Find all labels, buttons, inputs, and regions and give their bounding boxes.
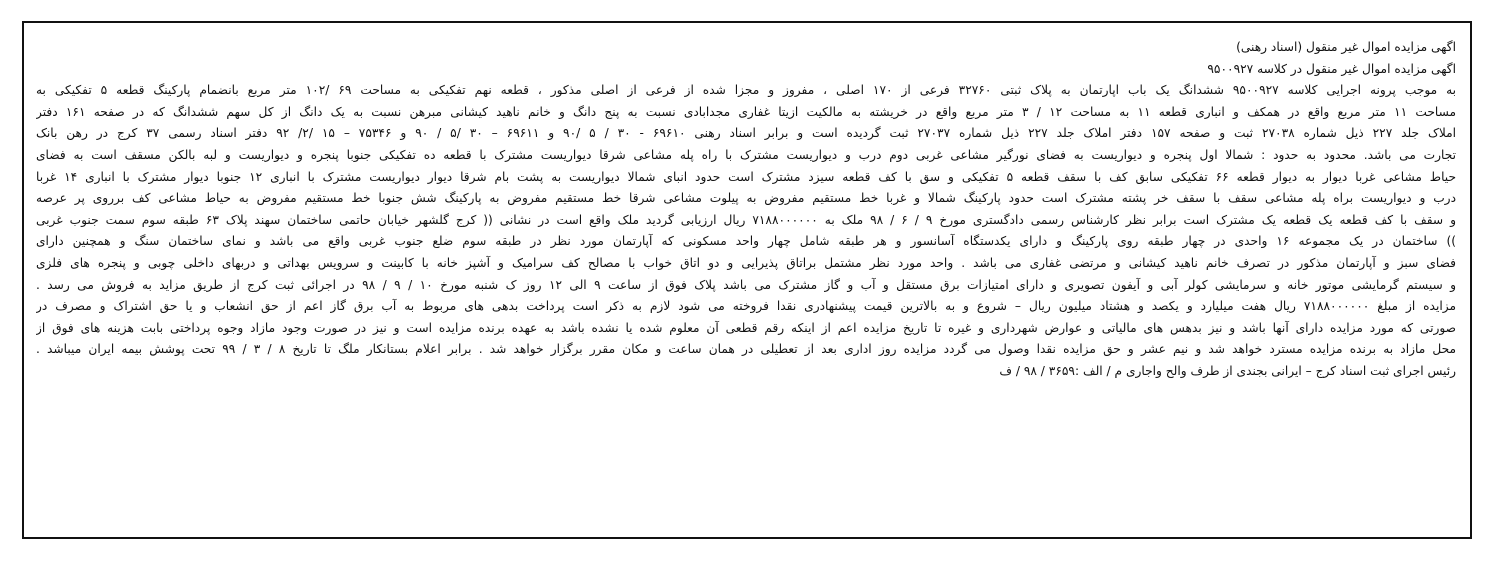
notice-line: فضای سبز و آپارتمان مذکور در تصرف خانم ناهید کیشانی و مرتضی غفاری می باشد . واحد مورد نظر مشتمل براتاق پذیرایی و دو اتاق خواب با مصالح کف سرامیک و آشپز خانه با کابینت و سرویس بهداتی و دربهای داخلی چوبی و پنجره های فلزی bbox=[36, 255, 1456, 270]
notice-heading-2: اگهی مزایده اموال غیر منقول در کلاسه ۹۵۰۰۹۲۷ bbox=[1207, 61, 1456, 76]
notice-line: مزایده از مبلغ ۷۱۸۸۰۰۰۰۰۰ ریال هفت میلیارد و یکصد و هشتاد میلیون ریال – شروع و به بالاترین قیمت پیشنهادری نقدا فروخته می شود لازم به ذکر است پرداخت بدهی های مربوط به آب برق گاز اعم از حق انشعاب و یا حق اشتراک و مصرف در bbox=[36, 299, 1456, 314]
notice-line: محل مازاد به برنده مزایده مسترد خواهد شد و نیم عشر و حق مزایده نقدا وصول می گردد مزایده روز اداری بعد از تعطیلی در همان ساعت و مکان مقرر برگزار خواهد شد . برابر اعلام بستانکار ملگ تا تاریخ ۸ / ۳ / ۹۹ تحت پوشش بیمه ایران میباشد . bbox=[36, 342, 1456, 357]
notice-line: و سیستم گرمایشی موتور خانه و سرمایشی کولر آبی و آیفون تصویری و دارای امتیازات برق مستقل و آب و گاز مشترک می باشد پلاک فوق از ساعت ۹ الی ۱۲ روز ک شنبه مورخ ۱۰ / ۹ / ۹۸ در اجرائی ثبت کرج از طریق مزاید به فروش می رسد . bbox=[36, 277, 1456, 292]
notice-line: )) ساختمان در یک مجموعه ۱۶ واحدی در چهار طبقه روی پارکینگ و دارای یکدستگاه آسانسور و هر طبقه شامل چهار واحد مسکونی که آپارتمان مورد نظر در طبقه سوم ضلع جنوب غربی واقع می باشد و نمای ساختمان سنگ و همچنین دارای bbox=[36, 234, 1456, 249]
notice-line: صورتی که مورد مزایده دارای آنها باشد و نیز بدهس های مالیاتی و عوارض شهرداری و غیره تا تاریخ مزایده اعم از اینکه رقم قطعی آن معلوم شده یا نشده باشد به عهده برنده مزایده است و نیز در صورت وجود مازاد وجوه پرداختی بابت هزینه های فوق از bbox=[36, 320, 1456, 335]
notice-line: به موجب پرونه اجرایی کلاسه ۹۵۰۰۹۲۷ ششدانگ یک باب اپارتمان به پلاک ثبتی ۳۲۷۶۰ فرعی از ۱۷۰ اصلی ، مفروز و مجزا شده از فرعی از اصلی مذکور ، قطعه نهم تفکیکی به مساحت ۶۹ /۱۰۲ متر مربع بانضمام پارکینگ قطعه ۵ تفکیکی به bbox=[36, 83, 1456, 98]
notice-line: درب و دیواریست براه پله مشاعی سقف با سقف خر پشته مشترک است حدود پارکینگ شمالا و غربا خط مستقیم مفروض به پیلوت مشاعی شرقا خط مستقیم مفروض به پارکینگ شش جنوبا خط مستقیم مفروض به حیاط مشاعی کف برروی پر عرصه bbox=[36, 191, 1456, 206]
notice-line: تجارت می باشد. محدود به حدود : شمالا اول پنجره و دیواریست به فضای نورگیر مشاعی غربی دوم درب و دیواریست مشترک با راه پله مشاعی شرقا دیواریست مشترک با قطعه ده تفکیکی جنوبا پنجره و دیواریست و لبه بالکن مسقف است به فضای bbox=[36, 147, 1456, 162]
notice-line: حیاط مشاعی غربا دیوار به دیوار قطعه ۶۶ تفکیکی سابق کف با سقف قطعه ۵ تفکیکی و سق با کف قطعه سیزد مشترک است حدود انبای شمالا دیواریست به پشت بام شرقا دیوار دیواریست مشترک با انباری ۱۲ جنوبا دیوار مشترک با انباری ۱۴ غربا bbox=[36, 169, 1456, 184]
notice-line: و سقف با کف قطعه یک قطعه یک مشترک است برابر نظر کارشناس رسمی دادگستری مورخ ۹ / ۶ / ۹۸ ملک به ۷۱۸۸۰۰۰۰۰۰ ریال ارزیابی گردید ملک واقع است در نشانی (( کرج گلشهر خیابان حاتمی ساختمان سهند پلاک ۶۳ طبقه سوم سمت جنوب غربی bbox=[36, 212, 1456, 227]
notice-line: مساحت ۱۱ متر مربع واقع در همکف و انباری قطعه ۱۱ به مساحت ۱۲ / ۳ متر مربع واقع در خریشته به مالکیت ازیتا غفاری مجدابادی نسبت به پنج دانگ و خانم ناهید کیشانی مبرهن نسبت به یک دانگ از کل سهم ششدانگ که در صفحه ۱۶۱ دفتر bbox=[36, 104, 1456, 119]
notice-signature: رئیس اجرای ثبت اسناد کرج – ایرانی بجندی از طرف والح واجاری م / الف :۳۶۵۹ / ۹۸ / ف bbox=[999, 363, 1456, 378]
notice-frame bbox=[22, 21, 1472, 539]
notice-heading-1: اگهی مزایده اموال غیر منقول (اسناد رهنی) bbox=[1236, 40, 1456, 54]
notice-line: املاک جلد ۲۲۷ ذیل شماره ۲۷۰۳۸ ثبت و صفحه ۱۵۷ دفتر املاک جلد ۲۲۷ ذیل شماره ۲۷۰۳۷ ثبت گردیده است و برابر اسناد رهنی ۶۹۶۱۰ - ۳۰ / ۵ /۹۰ و ۶۹۶۱۱ – ۳۰ /۵ / ۹۰ و ۷۵۳۴۶ – ۱۵ /۲/ ۹۲ دفتر اسناد رسمی ۳۷ کرج در رهن بانک bbox=[36, 126, 1456, 141]
notice-body bbox=[36, 37, 1456, 383]
